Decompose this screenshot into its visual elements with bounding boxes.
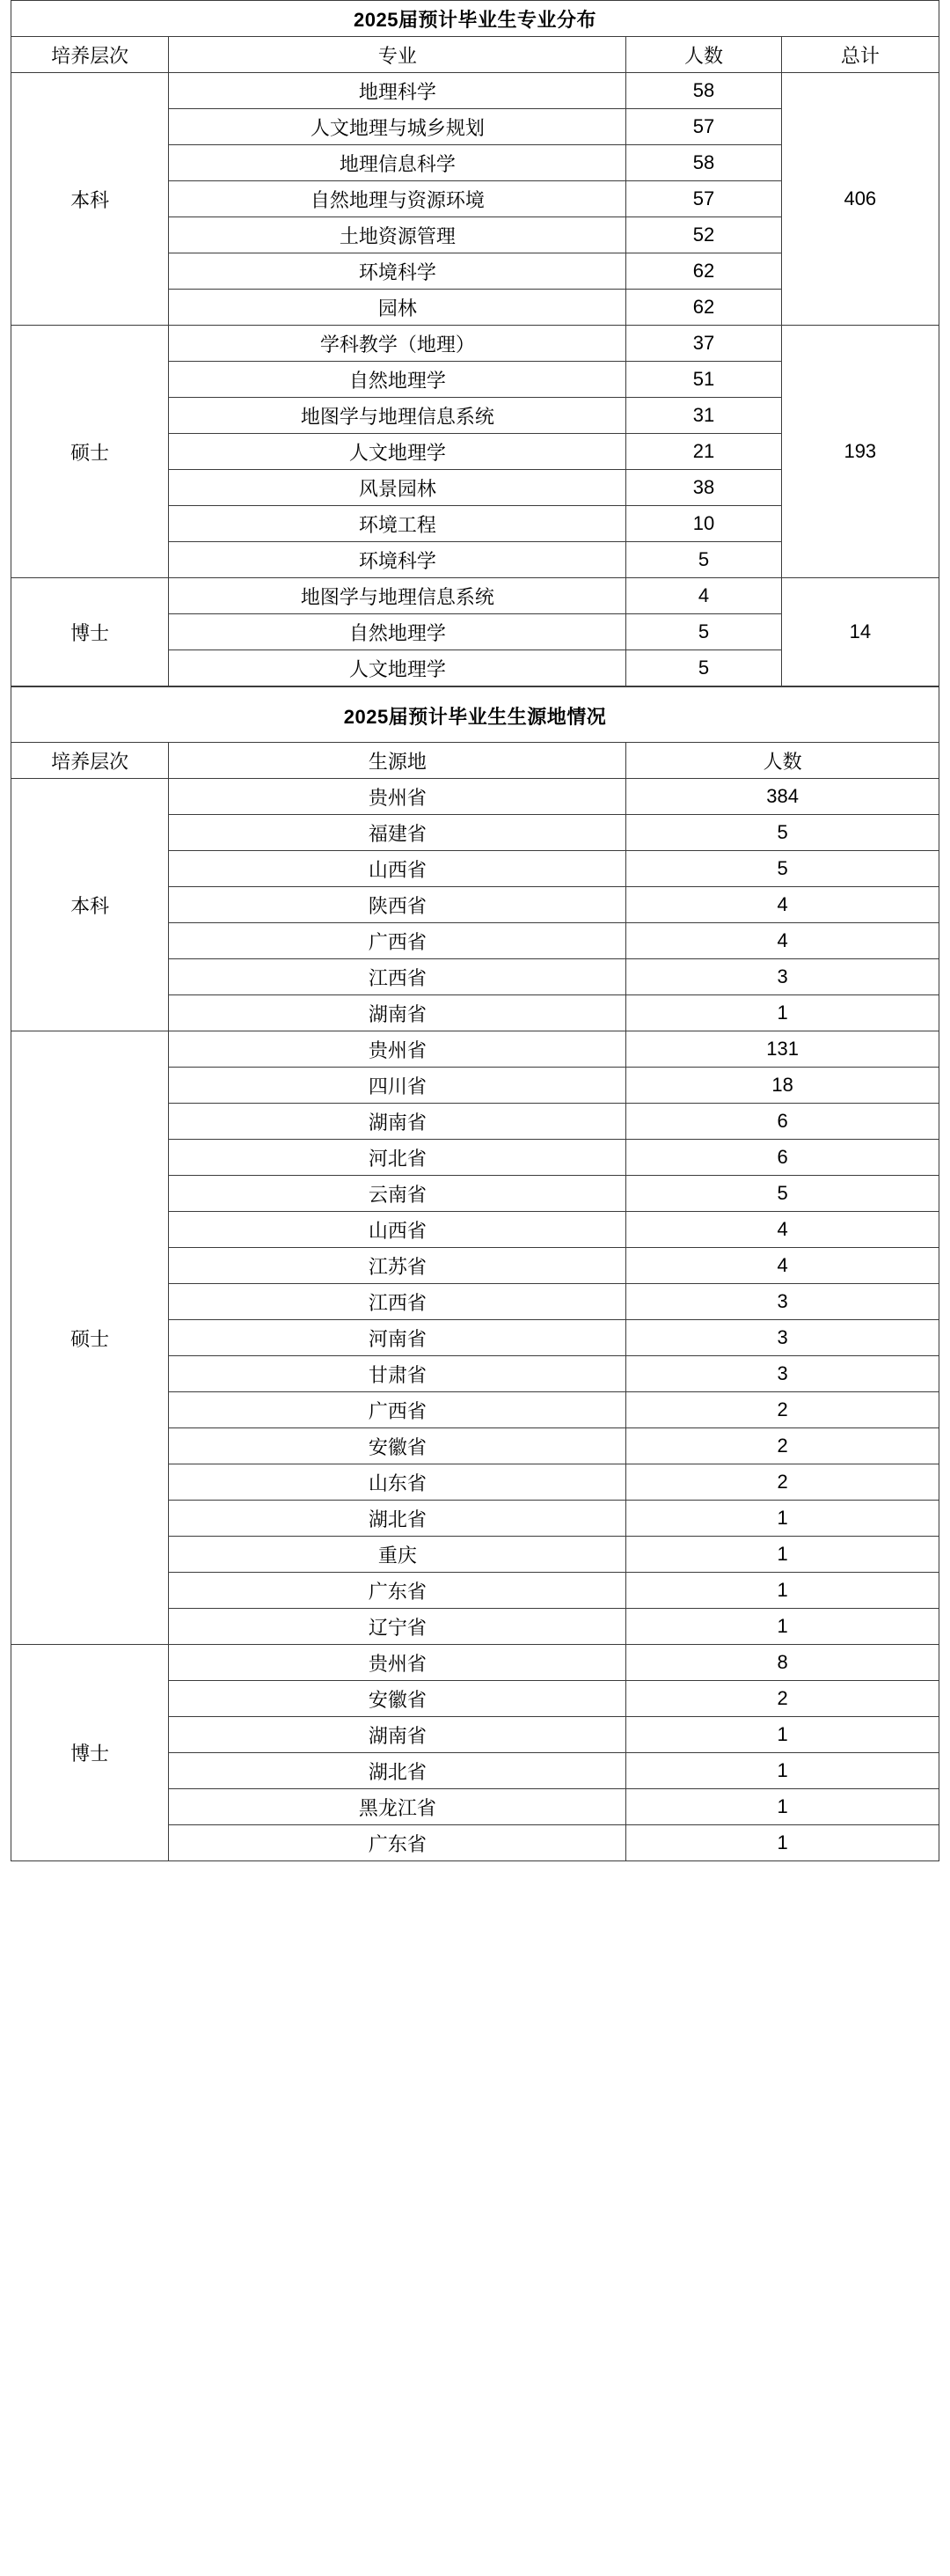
count-cell: 5 (626, 1176, 939, 1212)
origin-cell: 江西省 (169, 1284, 626, 1320)
count-cell: 10 (626, 506, 781, 542)
count-cell: 37 (626, 326, 781, 362)
origin-cell: 广东省 (169, 1573, 626, 1609)
count-cell: 1 (626, 1717, 939, 1753)
origin-cell: 湖南省 (169, 995, 626, 1031)
table2-header-cell: 人数 (626, 743, 939, 779)
major-cell: 环境科学 (169, 542, 626, 578)
level-cell: 硕士 (11, 1031, 169, 1645)
count-cell: 1 (626, 1609, 939, 1645)
table1-header-cell: 总计 (781, 37, 939, 73)
count-cell: 1 (626, 995, 939, 1031)
level-cell: 本科 (11, 779, 169, 1031)
origin-cell: 陕西省 (169, 887, 626, 923)
table-row (11, 326, 939, 362)
major-cell: 园林 (169, 290, 626, 326)
count-cell: 2 (626, 1681, 939, 1717)
count-cell: 5 (626, 815, 939, 851)
major-cell: 环境工程 (169, 506, 626, 542)
origin-cell: 贵州省 (169, 1645, 626, 1681)
table1-caption: 2025届预计毕业生专业分布 (11, 1, 939, 37)
origin-cell: 江西省 (169, 959, 626, 995)
major-cell: 人文地理与城乡规划 (169, 109, 626, 145)
group-total-cell: 406 (781, 73, 939, 326)
count-cell: 4 (626, 578, 781, 614)
origin-cell: 甘肃省 (169, 1356, 626, 1392)
group-total-cell: 14 (781, 578, 939, 686)
origin-cell: 河北省 (169, 1140, 626, 1176)
origin-cell: 黑龙江省 (169, 1789, 626, 1825)
origin-cell: 山西省 (169, 851, 626, 887)
major-cell: 地理科学 (169, 73, 626, 109)
table1-caption-row (11, 1, 939, 37)
major-cell: 地理信息科学 (169, 145, 626, 181)
count-cell: 5 (626, 542, 781, 578)
count-cell: 58 (626, 145, 781, 181)
count-cell: 6 (626, 1140, 939, 1176)
major-cell: 环境科学 (169, 253, 626, 290)
origin-distribution-table (11, 686, 939, 1861)
level-cell: 硕士 (11, 326, 169, 578)
origin-cell: 湖南省 (169, 1717, 626, 1753)
major-cell: 自然地理学 (169, 614, 626, 650)
group-total-cell: 193 (781, 326, 939, 578)
origin-cell: 四川省 (169, 1068, 626, 1104)
count-cell: 8 (626, 1645, 939, 1681)
count-cell: 4 (626, 923, 939, 959)
count-cell: 131 (626, 1031, 939, 1068)
table-row (11, 1645, 939, 1681)
table2-header-cell: 培养层次 (11, 743, 169, 779)
count-cell: 3 (626, 1284, 939, 1320)
level-cell: 博士 (11, 578, 169, 686)
table-row (11, 73, 939, 109)
major-cell: 人文地理学 (169, 434, 626, 470)
count-cell: 3 (626, 1320, 939, 1356)
table2-caption-row (11, 687, 939, 743)
count-cell: 38 (626, 470, 781, 506)
origin-cell: 江苏省 (169, 1248, 626, 1284)
table1-header-row (11, 37, 939, 73)
count-cell: 1 (626, 1501, 939, 1537)
table2-header-row (11, 743, 939, 779)
count-cell: 58 (626, 73, 781, 109)
count-cell: 1 (626, 1825, 939, 1861)
table2-caption: 2025届预计毕业生生源地情况 (11, 687, 939, 743)
count-cell: 4 (626, 1248, 939, 1284)
major-cell: 人文地理学 (169, 650, 626, 686)
count-cell: 4 (626, 887, 939, 923)
table-row (11, 578, 939, 614)
origin-cell: 广东省 (169, 1825, 626, 1861)
origin-cell: 湖南省 (169, 1104, 626, 1140)
origin-cell: 山东省 (169, 1464, 626, 1501)
origin-cell: 福建省 (169, 815, 626, 851)
count-cell: 1 (626, 1537, 939, 1573)
major-cell: 地图学与地理信息系统 (169, 578, 626, 614)
count-cell: 18 (626, 1068, 939, 1104)
table2-header-cell: 生源地 (169, 743, 626, 779)
origin-cell: 贵州省 (169, 779, 626, 815)
origin-cell: 广西省 (169, 923, 626, 959)
count-cell: 2 (626, 1428, 939, 1464)
count-cell: 2 (626, 1464, 939, 1501)
count-cell: 52 (626, 217, 781, 253)
origin-cell: 河南省 (169, 1320, 626, 1356)
count-cell: 6 (626, 1104, 939, 1140)
major-cell: 自然地理学 (169, 362, 626, 398)
origin-cell: 重庆 (169, 1537, 626, 1573)
major-cell: 土地资源管理 (169, 217, 626, 253)
count-cell: 57 (626, 109, 781, 145)
table1-header-cell: 培养层次 (11, 37, 169, 73)
major-cell: 风景园林 (169, 470, 626, 506)
major-cell: 地图学与地理信息系统 (169, 398, 626, 434)
origin-cell: 贵州省 (169, 1031, 626, 1068)
count-cell: 1 (626, 1753, 939, 1789)
count-cell: 1 (626, 1789, 939, 1825)
count-cell: 21 (626, 434, 781, 470)
count-cell: 1 (626, 1573, 939, 1609)
level-cell: 本科 (11, 73, 169, 326)
origin-cell: 安徽省 (169, 1681, 626, 1717)
count-cell: 5 (626, 851, 939, 887)
level-cell: 博士 (11, 1645, 169, 1861)
origin-cell: 辽宁省 (169, 1609, 626, 1645)
table-row (11, 779, 939, 815)
origin-cell: 安徽省 (169, 1428, 626, 1464)
origin-cell: 湖北省 (169, 1753, 626, 1789)
count-cell: 51 (626, 362, 781, 398)
table-row (11, 1031, 939, 1068)
table1-header-cell: 专业 (169, 37, 626, 73)
count-cell: 384 (626, 779, 939, 815)
count-cell: 5 (626, 650, 781, 686)
major-cell: 自然地理与资源环境 (169, 181, 626, 217)
origin-cell: 湖北省 (169, 1501, 626, 1537)
origin-cell: 云南省 (169, 1176, 626, 1212)
major-distribution-table (11, 0, 939, 686)
table1-header-cell: 人数 (626, 37, 781, 73)
origin-cell: 山西省 (169, 1212, 626, 1248)
count-cell: 62 (626, 253, 781, 290)
count-cell: 57 (626, 181, 781, 217)
count-cell: 31 (626, 398, 781, 434)
count-cell: 5 (626, 614, 781, 650)
count-cell: 3 (626, 1356, 939, 1392)
origin-cell: 广西省 (169, 1392, 626, 1428)
count-cell: 62 (626, 290, 781, 326)
major-cell: 学科教学（地理） (169, 326, 626, 362)
count-cell: 3 (626, 959, 939, 995)
count-cell: 2 (626, 1392, 939, 1428)
count-cell: 4 (626, 1212, 939, 1248)
